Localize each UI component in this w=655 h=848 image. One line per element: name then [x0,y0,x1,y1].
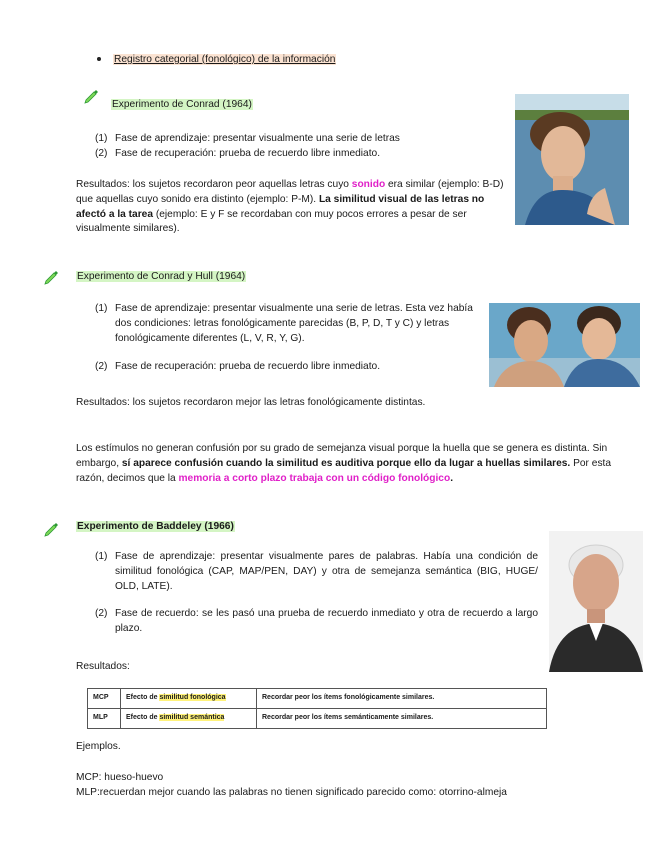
table-cell: Recordar peor los ítems fonológicamente similares. [257,689,547,709]
two-men-photo [489,303,640,387]
list-item: (1) Fase de aprendizaje: presentar visualmente una serie de letras. Esta vez había dos condiciones: letras fonológicamente parecidas (B, P, D, T y C) y letras fonológicamente diferentes (L, V, R, Y, G). [95,303,473,344]
results-table [87,688,547,729]
section-bullet [97,53,336,68]
table-cell: MLP [88,709,121,729]
table-row [88,709,547,729]
conrad-title: Experimento de Conrad (1964) [112,99,252,110]
list-item: (2) Fase de recuperación: prueba de recuerdo libre inmediato. [95,147,381,159]
table-cell: Efecto de similitud fonológica [121,689,257,709]
conrad-hull-steps [95,302,480,375]
young-man-photo [515,94,629,225]
conrad-hull-conclusion: Los estímulos no generan confusión por su grado de semejanza visual porque la huella que se genera es distinta. Sin embargo, sí aparece confusión cuando la similitud es auditiva porque ello da lugar a huellas similares. Por esta razón, decimos que la memoria a corto plazo trabaja con un código fonológico. [76,443,612,484]
list-item: (1) Fase de aprendizaje: presentar visualmente pares de palabras. Había una condición de similitud fonológica (CAP, MAP/PEN, DAY) y otra de semejanza semántica (BIG, HUGE/ OLD, LATE). [95,551,538,592]
conrad-hull-title: Experimento de Conrad y Hull (1964) [77,271,246,282]
list-item: (2) Fase de recuperación: prueba de recuerdo libre inmediato. [95,361,381,373]
conrad-hull-results: Resultados: los sujetos recordaron mejor las letras fonológicamente distintas. [76,397,426,408]
table-cell: Efecto de similitud semántica [121,709,257,729]
table-row [88,689,547,709]
conrad-results: Resultados: los sujetos recordaron peor aquellas letras cuyo sonido era similar (ejemplo: B-D) que aquellas cuyo sonido era distinto (ejemplo: P-M). La similitud visual de las letras no afectó a la tarea (ejemplo: E y F se recordaban con muy pocos errores a pesar de ser visualmente similares). [76,179,504,235]
example-line: MCP: hueso-huevo [76,772,164,783]
list-item: (2) Fase de recuerdo: se les pasó una prueba de recuerdo inmediato y otra de recuerdo a largo plazo. [95,608,538,635]
conrad-steps [95,132,495,162]
pen-icon [83,89,99,105]
pen-icon [43,522,59,538]
table-cell: Recordar peor los ítems semánticamente similares. [257,709,547,729]
bullet-dot [97,57,101,61]
list-item: (1) Fase de aprendizaje: presentar visualmente una serie de letras [95,133,400,144]
baddeley-title: Experimento de Baddeley (1966) [77,521,234,532]
examples-label: Ejemplos. [76,741,121,752]
older-man-photo [549,531,643,672]
pen-icon [43,270,59,286]
table-cell: MCP [88,689,121,709]
baddeley-steps [95,550,538,637]
section-heading: Registro categorial (fonológico) de la información [114,54,336,65]
example-line: MLP:recuerdan mejor cuando las palabras no tienen significado parecido como: otorrino-almeja [76,787,507,798]
results-label: Resultados: [76,661,130,672]
